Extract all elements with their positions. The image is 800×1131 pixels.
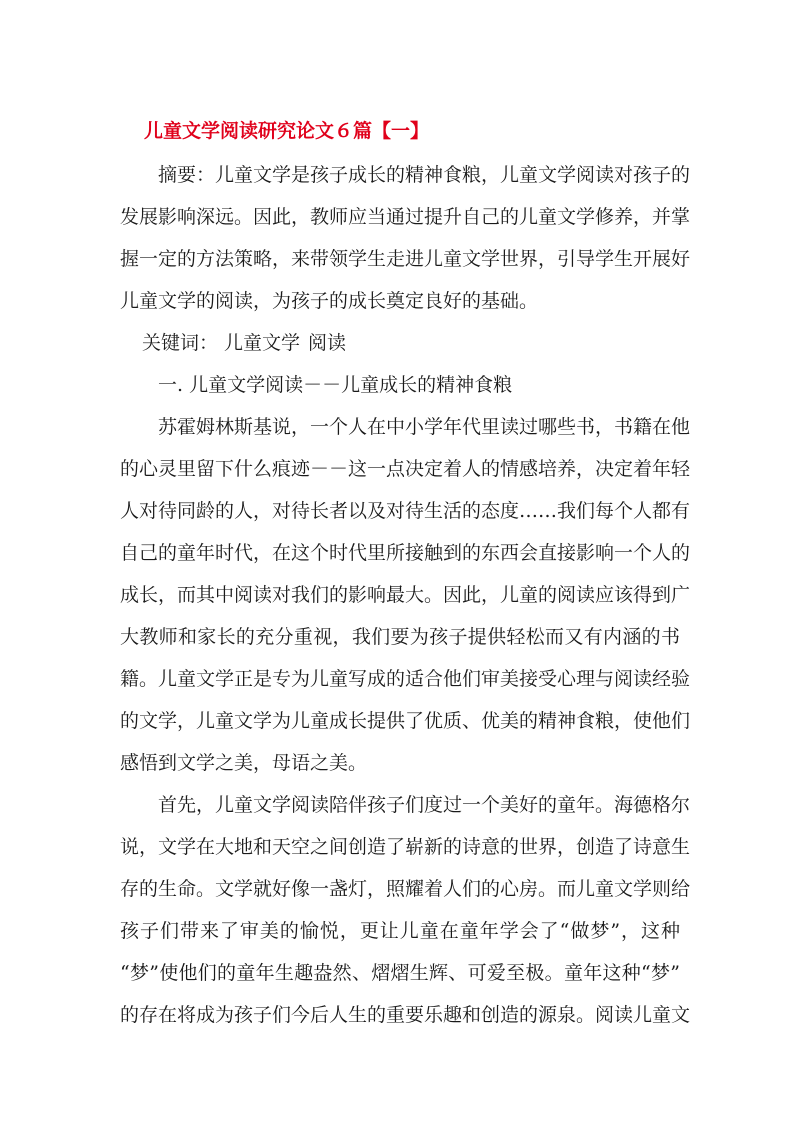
keywords-line bbox=[142, 330, 352, 356]
paragraph-line: 的心灵里留下什么痕迹－－这一点决定着人的情感培养，决定着年轻 bbox=[120, 458, 691, 480]
paragraph-line: 感悟到文学之美，母语之美。 bbox=[120, 752, 368, 774]
keywords-label: 关键词： bbox=[142, 332, 219, 354]
paragraph-line: “梦”使他们的童年生趣盎然、熠熠生辉、可爱至极。童年这种“梦” bbox=[120, 962, 680, 984]
abstract-line: 发展影响深远。因此，教师应当通过提升自己的儿童文学修养，并掌 bbox=[120, 206, 691, 228]
paragraph-line: 说，文学在大地和天空之间创造了崭新的诗意的世界，创造了诗意生 bbox=[120, 836, 691, 858]
section-heading: 一. 儿童文学阅读－－儿童成长的精神食粮 bbox=[158, 374, 513, 396]
abstract-line: 儿童文学的阅读，为孩子的成长奠定良好的基础。 bbox=[120, 290, 539, 312]
paragraph-line: 首先，儿童文学阅读陪伴孩子们度过一个美好的童年。海德格尔 bbox=[158, 794, 691, 816]
keyword: 儿童文学 bbox=[224, 332, 301, 354]
keyword: 阅读 bbox=[308, 332, 347, 354]
paragraph-line: 孩子们带来了审美的愉悦，更让儿童在童年学会了“做梦”，这种 bbox=[120, 920, 680, 942]
document-title: 儿童文学阅读研究论文６篇【一】 bbox=[144, 120, 430, 142]
paragraph-line: 的存在将成为孩子们今后人生的重要乐趣和创造的源泉。阅读儿童文 bbox=[120, 1004, 691, 1026]
abstract-line: 摘要：儿童文学是孩子成长的精神食粮，儿童文学阅读对孩子的 bbox=[158, 164, 691, 186]
abstract-line: 握一定的方法策略，来带领学生走进儿童文学世界，引导学生开展好 bbox=[120, 248, 691, 270]
paragraph-line: 自己的童年时代，在这个时代里所接触到的东西会直接影响一个人的 bbox=[120, 542, 691, 564]
paragraph-line: 存的生命。文学就好像一盏灯，照耀着人们的心房。而儿童文学则给 bbox=[120, 878, 691, 900]
paragraph-line: 苏霍姆林斯基说，一个人在中小学年代里读过哪些书，书籍在他 bbox=[158, 416, 691, 438]
paragraph-line: 成长，而其中阅读对我们的影响最大。因此，儿童的阅读应该得到广 bbox=[120, 584, 691, 606]
paragraph-line: 的文学，儿童文学为儿童成长提供了优质、优美的精神食粮，使他们 bbox=[120, 710, 691, 732]
paragraph-line: 人对待同龄的人，对待长者以及对待生活的态度……我们每个人都有 bbox=[120, 500, 691, 522]
paragraph-line: 籍。儿童文学正是专为儿童写成的适合他们审美接受心理与阅读经验 bbox=[120, 668, 691, 690]
paragraph-line: 大教师和家长的充分重视，我们要为孩子提供轻松而又有内涵的书 bbox=[120, 626, 680, 648]
